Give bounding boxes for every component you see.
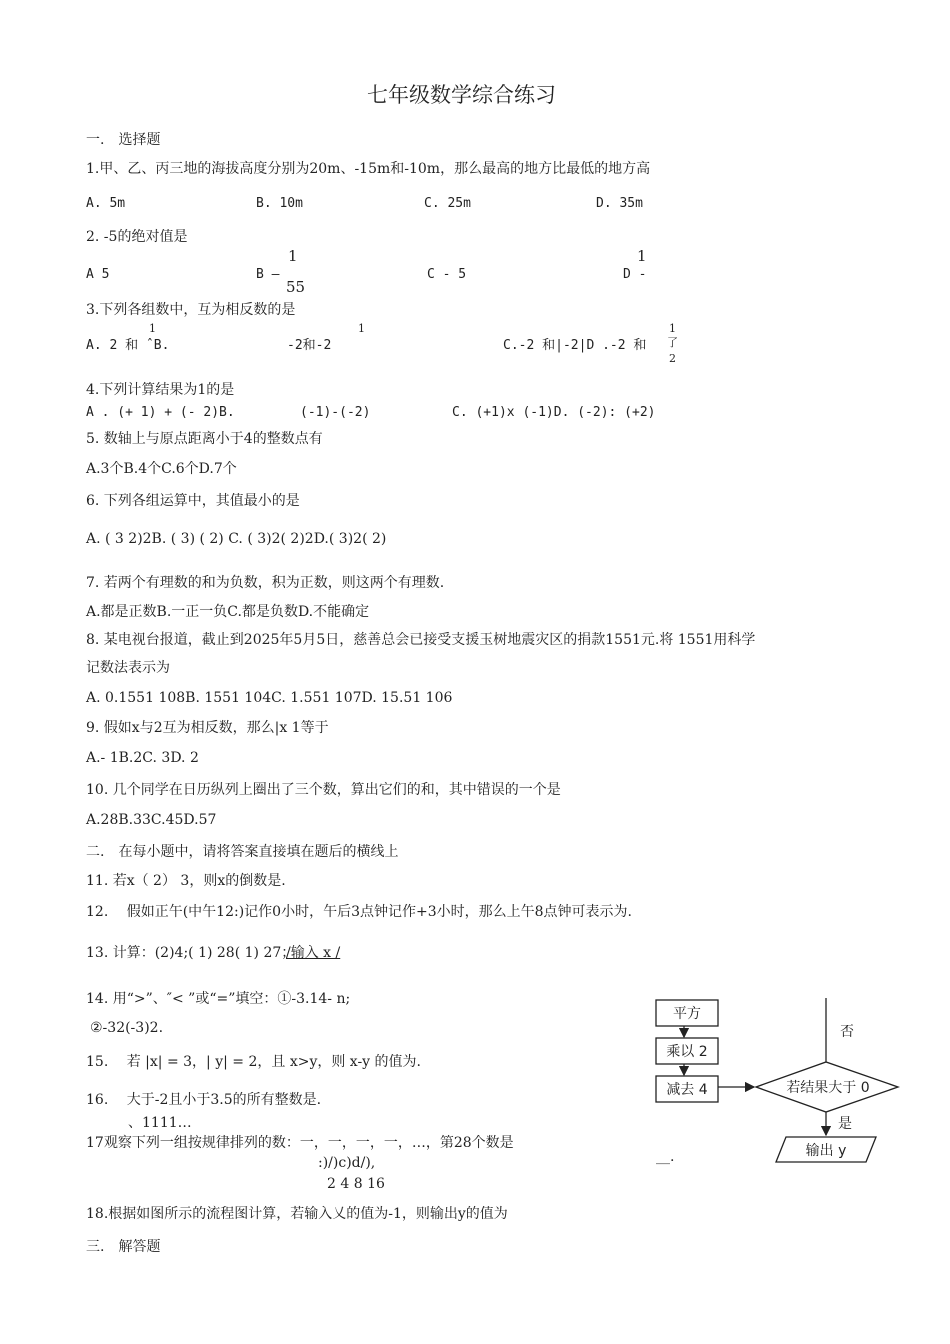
- question-17: 17观察下列一组按规律排列的数：一，一，一，一，…，第28个数是: [86, 1135, 514, 1151]
- question-9: 9. 假如x与2互为相反数，那么|x 1等于: [86, 720, 329, 736]
- q4-option-a: A . (+ 1) + (- 2)B.: [86, 405, 235, 420]
- question-8-line1: 8. 某电视台报道，截止到2025年5月5日，慈善总会已接受支援玉树地震灾区的捐款1551元.将 1551用科学: [86, 632, 756, 648]
- flow-label-no: 否: [840, 1024, 854, 1040]
- q16-extra: 、1111…: [128, 1115, 192, 1131]
- section-heading-1: 一. 选择题: [86, 132, 161, 148]
- q2-option-c: C - 5: [427, 267, 467, 282]
- q1-option-a: A. 5m: [86, 196, 126, 211]
- q17-answer-blank: __.: [656, 1149, 675, 1165]
- q3-d-fraction-mid: 了: [667, 336, 678, 349]
- question-11: 11. 若x（ 2） 3，则x的倒数是.: [86, 873, 286, 889]
- question-3: 3.下列各组数中，互为相反数的是: [86, 302, 296, 318]
- q6-options: A. ( 3 2)2B. ( 3) ( 2) C. ( 3)2( 2)2D.( 3)2( 2): [86, 531, 387, 547]
- question-13: 13. 计算：(2)4;( 1) 28( 1) 27；: [86, 945, 296, 961]
- section-heading-2: 二. 在每小题中，请将答案直接填在题后的横线上: [86, 844, 399, 860]
- flowchart-input-label: /输入 x /: [286, 945, 341, 961]
- question-2: 2. -5的绝对值是: [86, 229, 188, 245]
- q17-line3: 2 4 8 16: [327, 1176, 385, 1192]
- q3-d-fraction-top: 1: [669, 322, 676, 335]
- q3-a-superscript: 1: [149, 322, 156, 335]
- q3-option-c: C.-2 和|-2|D .-2 和: [503, 338, 647, 353]
- question-12: 12. 假如正午(中午12:)记作0小时，午后3点钟记作+3小时，那么上午8点钟可表示为.: [86, 904, 632, 920]
- question-10: 10. 几个同学在日历纵列上圈出了三个数，算出它们的和，其中错误的一个是: [86, 782, 561, 798]
- q8-options: A. 0.1551 108B. 1551 104C. 1.551 107D. 15.51 106: [86, 690, 453, 706]
- question-14-line1: 14. 用“>”、″< ”或“=”填空：①-3.14- n;: [86, 991, 351, 1007]
- flow-label-condition: 若结果大于 0: [786, 1080, 870, 1096]
- flow-label-square: 平方: [673, 1006, 701, 1022]
- q4-option-c: C. (+1)x (-1)D. (-2): (+2): [452, 405, 656, 420]
- q2-b-numerator: 1: [288, 247, 298, 265]
- q2-option-b: B —: [256, 267, 280, 282]
- question-1: 1.甲、乙、丙三地的海拔高度分别为20m、-15m和-10m，那么最高的地方比最低的地方高: [86, 161, 651, 177]
- q10-options: A.28B.33C.45D.57: [86, 812, 217, 828]
- q2-option-d: D -: [623, 267, 647, 282]
- flow-label-output: 输出 y: [805, 1143, 847, 1159]
- question-7: 7. 若两个有理数的和为负数，积为正数，则这两个有理数.: [86, 575, 445, 591]
- flow-label-minus4: 减去 4: [666, 1082, 708, 1098]
- q5-options: A.3个B.4个C.6个D.7个: [86, 461, 237, 477]
- q3-b-superscript: 1: [358, 322, 365, 335]
- q3-option-b: -2和-2: [287, 338, 332, 353]
- flow-label-times2: 乘以 2: [666, 1044, 708, 1060]
- flow-label-yes: 是: [838, 1116, 852, 1132]
- q7-options: A.都是正数B.一正一负C.都是负数D.不能确定: [86, 604, 370, 620]
- flowchart: [640, 990, 910, 1180]
- question-8-line2: 记数法表示为: [86, 660, 170, 676]
- section-heading-3: 三. 解答题: [86, 1239, 161, 1255]
- q3-d-fraction-bottom: 2: [669, 352, 676, 365]
- q2-b-denominator: 55: [286, 278, 306, 296]
- question-5: 5. 数轴上与原点距离小于4的整数点有: [86, 431, 323, 447]
- q9-options: A.- 1B.2C. 3D. 2: [86, 750, 199, 766]
- q3-option-a: A. 2 和 ˆB.: [86, 338, 170, 353]
- page-title: 七年级数学综合练习: [367, 83, 556, 107]
- q4-option-b: (-1)-(-2): [300, 405, 371, 420]
- question-18: 18.根据如图所示的流程图计算，若输入乂的值为-1，则输出y的值为: [86, 1206, 508, 1222]
- q2-option-a: A 5: [86, 267, 110, 282]
- question-15: 15. 若 |x| = 3，| y| = 2，且 x>y，则 x-y 的值为.: [86, 1054, 421, 1070]
- q1-option-b: B. 10m: [256, 196, 303, 211]
- q1-option-d: D. 35m: [596, 196, 643, 211]
- question-16: 16. 大于-2且小于3.5的所有整数是.: [86, 1092, 322, 1108]
- question-14-line2: ②-32(-3)2.: [90, 1020, 164, 1036]
- q17-line2: :)/)c)d/),: [318, 1155, 376, 1171]
- question-4: 4.下列计算结果为1的是: [86, 382, 235, 398]
- question-6: 6. 下列各组运算中，其值最小的是: [86, 493, 300, 509]
- q1-option-c: C. 25m: [424, 196, 471, 211]
- q2-d-numerator: 1: [637, 247, 647, 265]
